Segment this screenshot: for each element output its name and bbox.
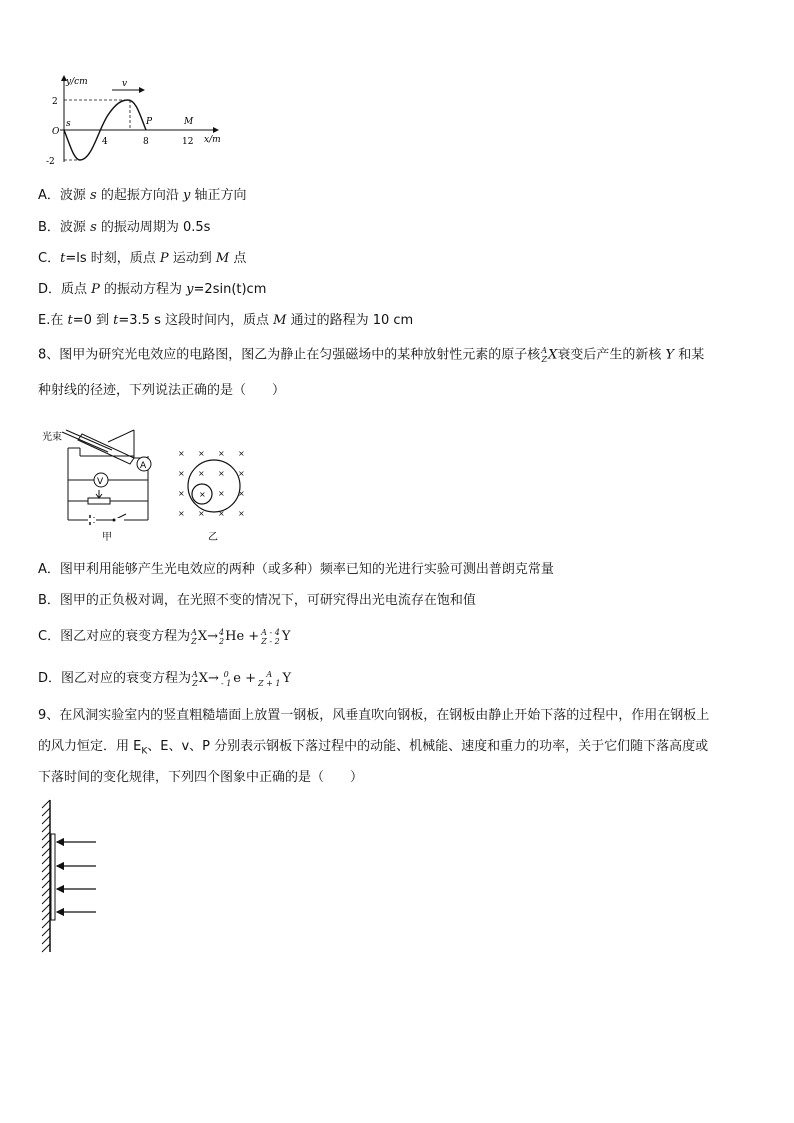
svg-text:×: × [198,449,205,458]
q7-option-c: C．t=ls 时刻，质点 P 运动到 M 点 [38,251,247,266]
steel-plate [51,834,55,920]
v-label: v [122,79,128,89]
svg-text:×: × [238,489,245,498]
fig-jia-label: 甲 [102,532,112,543]
ammeter-label: A [140,461,147,471]
wind-wall-figure [38,798,108,956]
light-beam-label: 光束 [42,432,62,443]
point-p-label: P [146,117,153,127]
q7-option-b: B．波源 s 的振动周期为 0.5s [38,220,211,235]
fig-yi-label: 乙 [208,532,218,543]
wall-hatching [42,800,50,952]
tick-x-8: 8 [143,137,149,147]
point-m-label: M [184,117,194,127]
svg-text:×: × [238,449,245,458]
svg-text:×: × [218,489,225,498]
wave-graph [40,70,230,170]
q8-option-b: B．图甲的正负极对调，在光照不变的情况下，可研究得出光电流存在饱和值 [38,593,476,608]
svg-text:×: × [178,469,185,478]
q7-option-d: D．质点 P 的振动方程为 y=2sin(t)cm [38,282,267,297]
y-axis-label: y/cm [66,77,88,87]
svg-text:×: × [218,509,225,518]
q8-option-a: A．图甲利用能够产生光电效应的两种（或多种）频率已知的光进行实验可测出普朗克常量 [38,562,554,577]
tick-y-pos: 2 [52,97,58,107]
svg-text:×: × [218,449,225,458]
q7-option-e: E.在 t=0 到 t=3.5 s 这段时间内，质点 M 通过的路程为 10 cm [38,313,414,328]
svg-text:×: × [199,490,206,499]
svg-text:×: × [238,509,245,518]
q8-option-c: C．图乙对应的衰变方程为 A Z X→ 4 2 He + A - 4 Z - 2 Y [38,627,291,646]
tick-x-4: 4 [102,137,108,147]
photoelectric-circuit-figure [38,420,158,546]
voltmeter-label: V [97,477,104,487]
svg-text:×: × [178,509,185,518]
svg-text:×: × [238,469,245,478]
nucleus-symbol: A Z [541,346,548,364]
x-axis-label: x/m [204,135,221,145]
svg-text:×: × [198,469,205,478]
source-label: s [66,119,71,129]
origin-label: O [52,127,60,137]
tick-y-neg: -2 [46,157,55,167]
svg-text:×: × [178,449,185,458]
svg-text:×: × [178,489,185,498]
svg-text:×: × [198,509,205,518]
q9-stem-line3: 下落时间的变化规律，下列四个图象中正确的是（ ） [38,770,364,785]
tick-x-12: 12 [182,137,194,147]
q7-option-a: A．波源 s 的起振方向沿 y 轴正方向 [38,188,247,203]
q8-stem-line2: 种射线的径迹，下列说法正确的是（ ） [38,383,286,398]
q9-stem-line1: 9、在风洞实验室内的竖直粗糙墙面上放置一钢板，风垂直吹向钢板，在钢板由静止开始下落的过程中，作用在钢板上 [38,708,710,723]
q8-stem-line1: 8、图甲为研究光电效应的电路图，图乙为静止在匀强磁场中的某种放射性元素的原子核 A Z X衰变后产生的新核 Y 和某 [38,346,705,364]
svg-text:×: × [218,469,225,478]
q8-option-d: D．图乙对应的衰变方程为 A Z X→ 0 - 1 e + A Z + 1 Y [38,669,292,688]
magnetic-field-figure [170,440,260,548]
q9-stem-line2: 的风力恒定．用 $E_K$、E、v、P 分别表示钢板下落过程中的动能、机械能、速度和重力的功率，关于它们随下落高度或 [38,739,709,757]
